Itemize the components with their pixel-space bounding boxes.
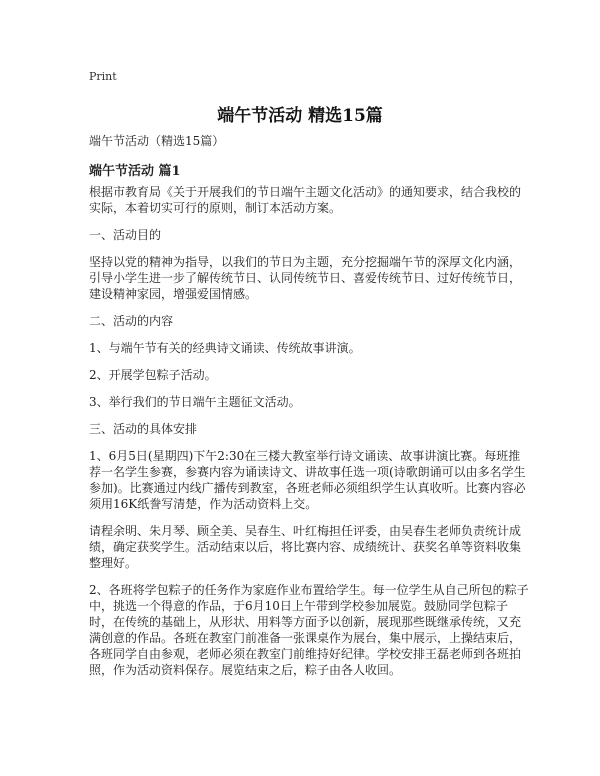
content-item-1: 1、与端午节有关的经典诗文诵读、传统故事讲演。	[89, 341, 361, 355]
content-item-2: 2、开展学包粽子活动。	[89, 368, 217, 382]
paragraph-purpose: 坚持以党的精神为指导，以我们的节日为主题，充分挖掘端午节的深厚文化内涵，引导小学生进一步了解传统节日、认同传统节日、喜爱传统节日、过好传统节日，建设精神家园，增强爱国情感。	[89, 255, 522, 301]
arrangement-paragraph-1: 1、6月5日(星期四)下午2:30在三楼大教室举行诗文诵读、故事讲演比赛。每班推荐一名学生参赛，参赛内容为诵读诗文、讲故事任选一项(诗歌朗诵可以由多名学生参加)。比赛通过内线广播传到教室，各班老师必须组织学生认真收听。比赛内容必须用16K纸誊写清楚，作为活动资料上交。	[89, 449, 526, 511]
section-heading: 端午节活动 篇1	[89, 164, 181, 179]
heading-content: 二、活动的内容	[89, 314, 174, 328]
arrangement-paragraph-2: 请程余明、朱月琴、顾全美、吴春生、叶红梅担任评委，由吴春生老师负责统计成绩，确定获奖学生。活动结束以后，将比赛内容、成绩统计、获奖名单等资料收集整理好。	[89, 524, 522, 570]
paragraph-intro: 根据市教育局《关于开展我们的节日端午主题文化活动》的通知要求，结合我校的实际，本着切实可行的原则，制订本活动方案。	[89, 185, 522, 215]
heading-purpose: 一、活动目的	[89, 228, 162, 242]
document-subtitle: 端午节活动（精选15篇）	[89, 134, 225, 148]
heading-arrangement: 三、活动的具体安排	[89, 422, 198, 436]
page-title: 端午节活动 精选15篇	[217, 106, 383, 126]
document-body	[89, 184, 529, 689]
content-item-3: 3、举行我们的节日端午主题征文活动。	[89, 395, 301, 409]
arrangement-paragraph-3: 2、各班将学包粽子的任务作为家庭作业布置给学生。每一位学生从自己所包的粽子中，挑选一个得意的作品，于6月10日上午带到学校参加展览。鼓励同学包粽子时，在传统的基础上，从形状、用料等方面予以创新，展现那些既继承传统，又充满创意的作品。各班在教室门前准备一张课桌作为展台，集中展示，上操结束后，各班同学自由参观，老师必须在教室门前维持好纪律。学校安排王磊老师到各班拍照，作为活动资料保存。展览结束之后，粽子由各人收回。	[89, 583, 529, 677]
print-label[interactable]: Print	[89, 70, 117, 83]
